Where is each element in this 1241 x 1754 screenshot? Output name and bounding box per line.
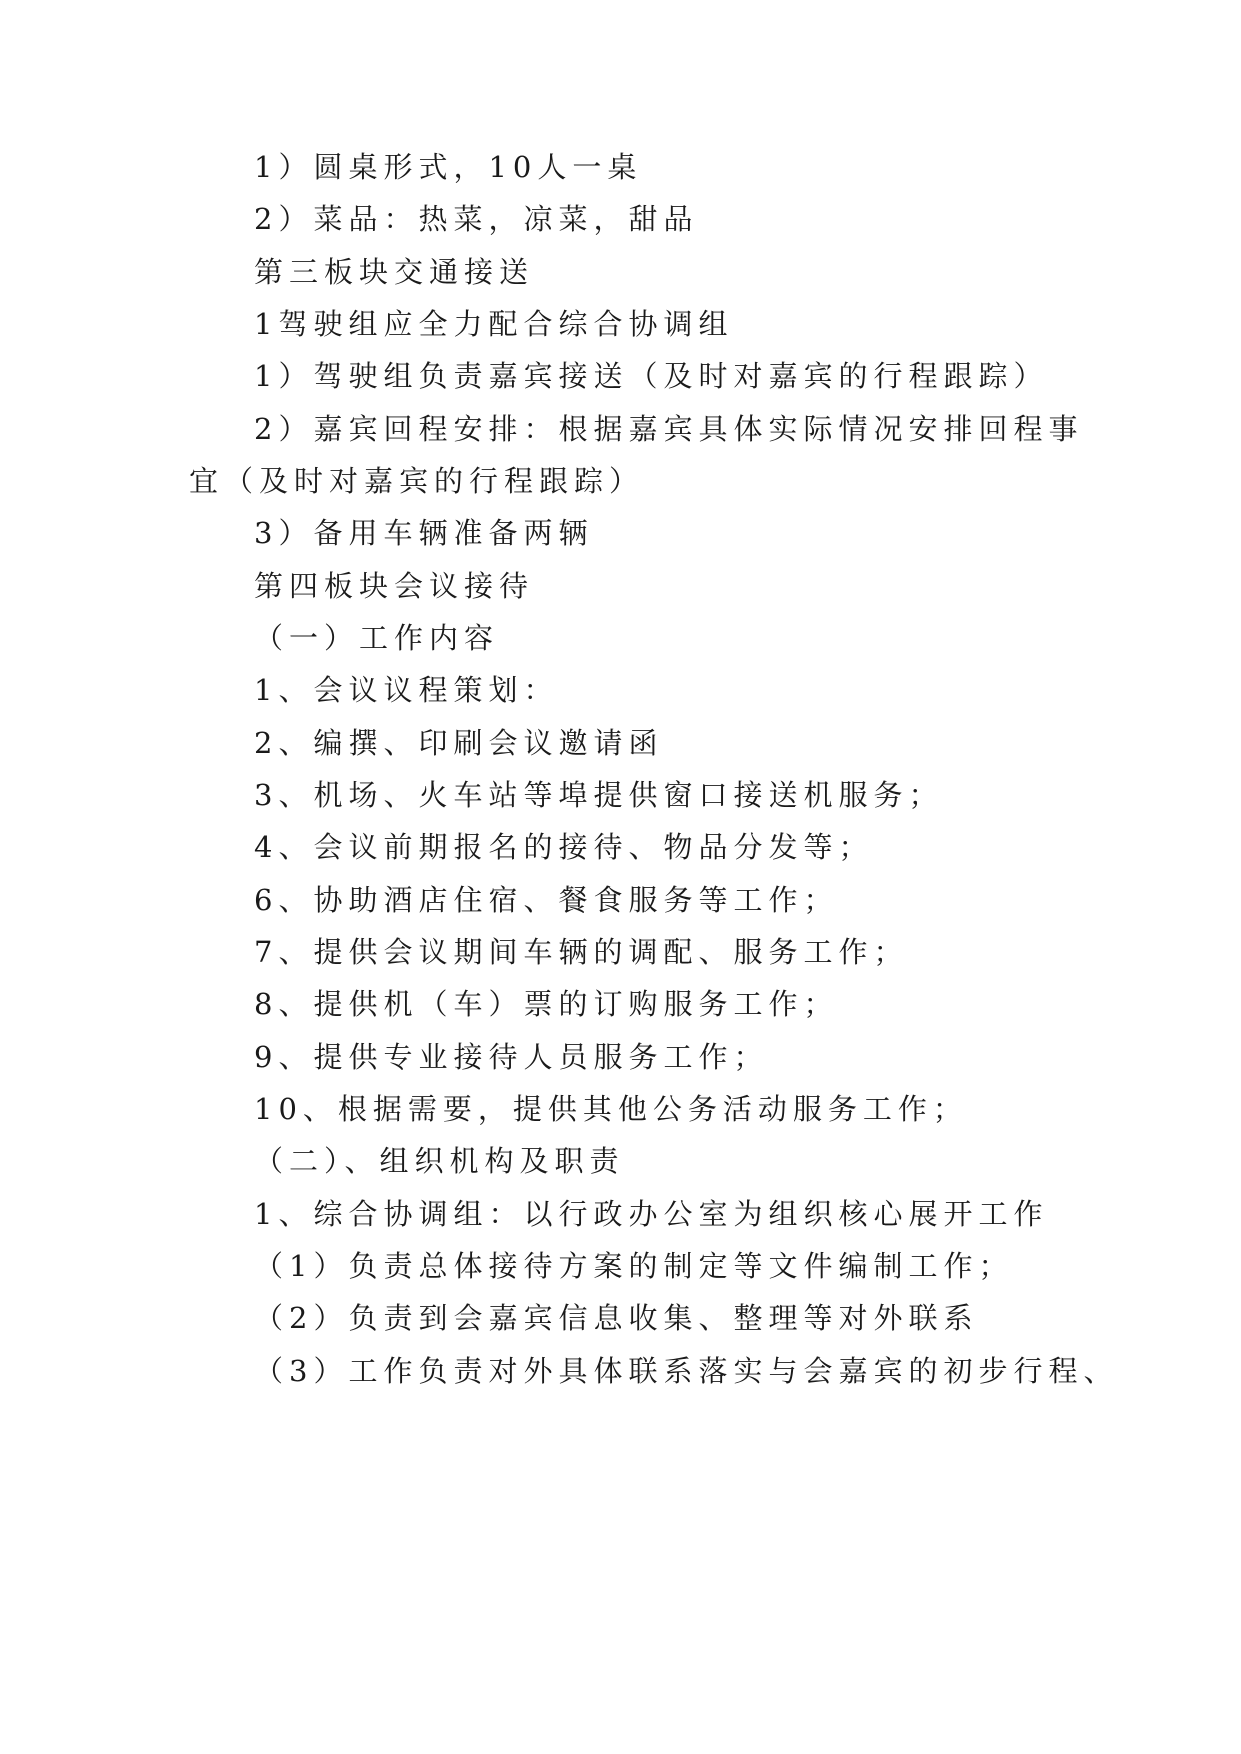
text-line-continuation: 宜（及时对嘉宾的行程跟踪） [189, 464, 645, 498]
text-line: 7、提供会议期间车辆的调配、服务工作； [254, 935, 909, 969]
text-line: 2）嘉宾回程安排：根据嘉宾具体实际情况安排回程事 [254, 412, 1084, 446]
text-line: （3）工作负责对外具体联系落实与会嘉宾的初步行程、 [254, 1354, 1119, 1388]
text-line: 4、会议前期报名的接待、物品分发等； [254, 830, 874, 864]
section-heading: 第四板块会议接待 [254, 569, 535, 603]
text-line: 1）圆桌形式，10人一桌 [254, 150, 643, 184]
text-line: 6、协助酒店住宿、餐食服务等工作； [254, 883, 839, 917]
subsection-heading: （二）、组织机构及职责 [254, 1144, 625, 1178]
text-line: 1、综合协调组：以行政办公室为组织核心展开工作 [254, 1197, 1049, 1231]
text-line: 2、编撰、印刷会议邀请函 [254, 726, 664, 760]
text-line: 3、机场、火车站等埠提供窗口接送机服务； [254, 778, 944, 812]
text-line: 8、提供机（车）票的订购服务工作； [254, 987, 839, 1021]
subsection-heading: （一）工作内容 [254, 621, 500, 655]
text-line: 9、提供专业接待人员服务工作； [254, 1040, 769, 1074]
text-line: 10、根据需要，提供其他公务活动服务工作； [254, 1092, 968, 1126]
text-line: 1驾驶组应全力配合综合协调组 [254, 307, 734, 341]
text-line: （2）负责到会嘉宾信息收集、整理等对外联系 [254, 1301, 979, 1335]
text-line: 1、会议议程策划： [254, 673, 559, 707]
section-heading: 第三板块交通接送 [254, 255, 535, 289]
text-line: 1）驾驶组负责嘉宾接送（及时对嘉宾的行程跟踪） [254, 359, 1049, 393]
text-line: 2）菜品：热菜，凉菜，甜品 [254, 202, 699, 236]
text-line: （1）负责总体接待方案的制定等文件编制工作； [254, 1249, 1014, 1283]
text-line: 3）备用车辆准备两辆 [254, 516, 594, 550]
